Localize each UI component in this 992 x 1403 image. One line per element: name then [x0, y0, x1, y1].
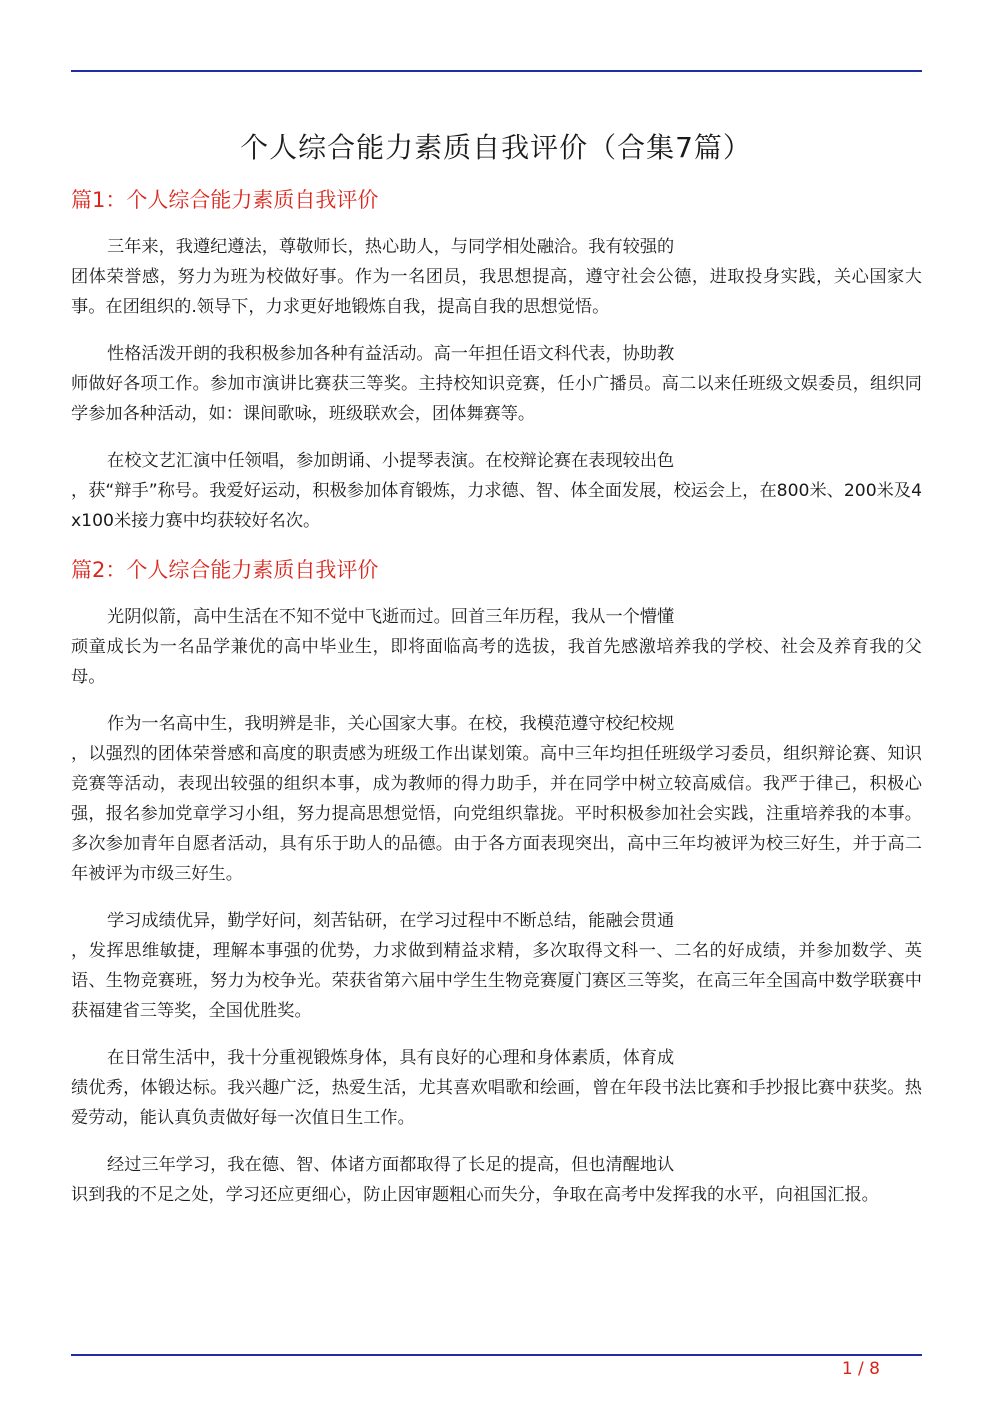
paragraph: [71, 709, 922, 889]
paragraph: [71, 446, 922, 536]
paragraph-text: 师做好各项工作。参加市演讲比赛获三等奖。主持校知识竞赛，任小广播员。高二以来任班级文娱委员，组织同学参加各种活动，如：课间歌咏，班级联欢会，团体舞赛等。: [71, 374, 922, 424]
paragraph-first-line: 性格活泼开朗的我积极参加各种有益活动。高一年担任语文科代表，协助教: [107, 344, 675, 364]
paragraph-first-line: 三年来，我遵纪遵法，尊敬师长，热心助人，与同学相处融洽。我有较强的: [107, 237, 675, 257]
paragraph-first-line: 作为一名高中生，我明辨是非，关心国家大事。在校，我模范遵守校纪校规: [107, 714, 675, 734]
paragraph: [71, 602, 922, 692]
paragraph-text: 识到我的不足之处，学习还应更细心，防止因审题粗心而失分，争取在高考中发挥我的水平，向祖国汇报。: [71, 1185, 879, 1205]
paragraph-first-line: 在日常生活中，我十分重视锻炼身体，具有良好的心理和身体素质，体育成: [107, 1048, 675, 1068]
section-heading: 篇2：个人综合能力素质自我评价: [71, 558, 379, 582]
footer-rule: [71, 1354, 922, 1356]
paragraph-first-line: 光阴似箭，高中生活在不知不觉中飞逝而过。回首三年历程，我从一个懵懂: [107, 607, 675, 627]
paragraph-first-line: 在校文艺汇演中任领唱，参加朗诵、小提琴表演。在校辩论赛在表现较出色: [107, 451, 675, 471]
paragraph: [71, 232, 922, 322]
paragraph-text: ，以强烈的团体荣誉感和高度的职责感为班级工作出谋划策。高中三年均担任班级学习委员，组织辩论赛、知识竞赛等活动，表现出较强的组织本事，成为教师的得力助手，并在同学中树立较高威信。我严于律己，积极心强，报名参加党章学习小组，努力提高思想觉悟，向党组织靠拢。平时积极参加社会实践，注重培养我的本事。多次参加青年自愿者活动，具有乐于助人的品德。由于各方面表现突出，高中三年均被评为校三好生，并于高二年被评为市级三好生。: [71, 744, 922, 884]
document-title: 个人综合能力素质自我评价（合集7篇）: [240, 131, 752, 164]
section-1: [71, 184, 922, 536]
document-body: [71, 184, 922, 1227]
paragraph: [71, 906, 922, 1026]
header-rule: [71, 70, 922, 72]
paragraph-text: 顽童成长为一名品学兼优的高中毕业生，即将面临高考的选拔，我首先感激培养我的学校、社会及养育我的父母。: [71, 637, 922, 687]
paragraph-text: ，获“辩手”称号。我爱好运动，积极参加体育锻炼，力求德、智、体全面发展，校运会上，在800米、200米及4x100米接力赛中均获较好名次。: [71, 481, 922, 531]
paragraph: [71, 339, 922, 429]
paragraph: [71, 1043, 922, 1133]
section-2: [71, 554, 922, 1210]
paragraph: [71, 1150, 922, 1210]
section-heading: 篇1：个人综合能力素质自我评价: [71, 188, 379, 212]
paragraph-text: 团体荣誉感，努力为班为校做好事。作为一名团员，我思想提高，遵守社会公德，进取投身实践，关心国家大事。在团组织的.领导下，力求更好地锻炼自我，提高自我的思想觉悟。: [71, 267, 922, 317]
paragraph-first-line: 经过三年学习，我在德、智、体诸方面都取得了长足的提高，但也清醒地认: [107, 1155, 675, 1175]
paragraph-text: 绩优秀，体锻达标。我兴趣广泛，热爱生活，尤其喜欢唱歌和绘画，曾在年段书法比赛和手抄报比赛中获奖。热爱劳动，能认真负责做好每一次值日生工作。: [71, 1078, 922, 1128]
page-number: 1 / 8: [841, 1359, 880, 1379]
paragraph-text: ，发挥思维敏捷，理解本事强的优势，力求做到精益求精，多次取得文科一、二名的好成绩，并参加数学、英语、生物竞赛班，努力为校争光。荣获省第六届中学生生物竞赛厦门赛区三等奖，在高三年全国高中数学联赛中获福建省三等奖，全国优胜奖。: [71, 941, 922, 1021]
paragraph-first-line: 学习成绩优异，勤学好问，刻苦钻研，在学习过程中不断总结，能融会贯通: [107, 911, 675, 931]
